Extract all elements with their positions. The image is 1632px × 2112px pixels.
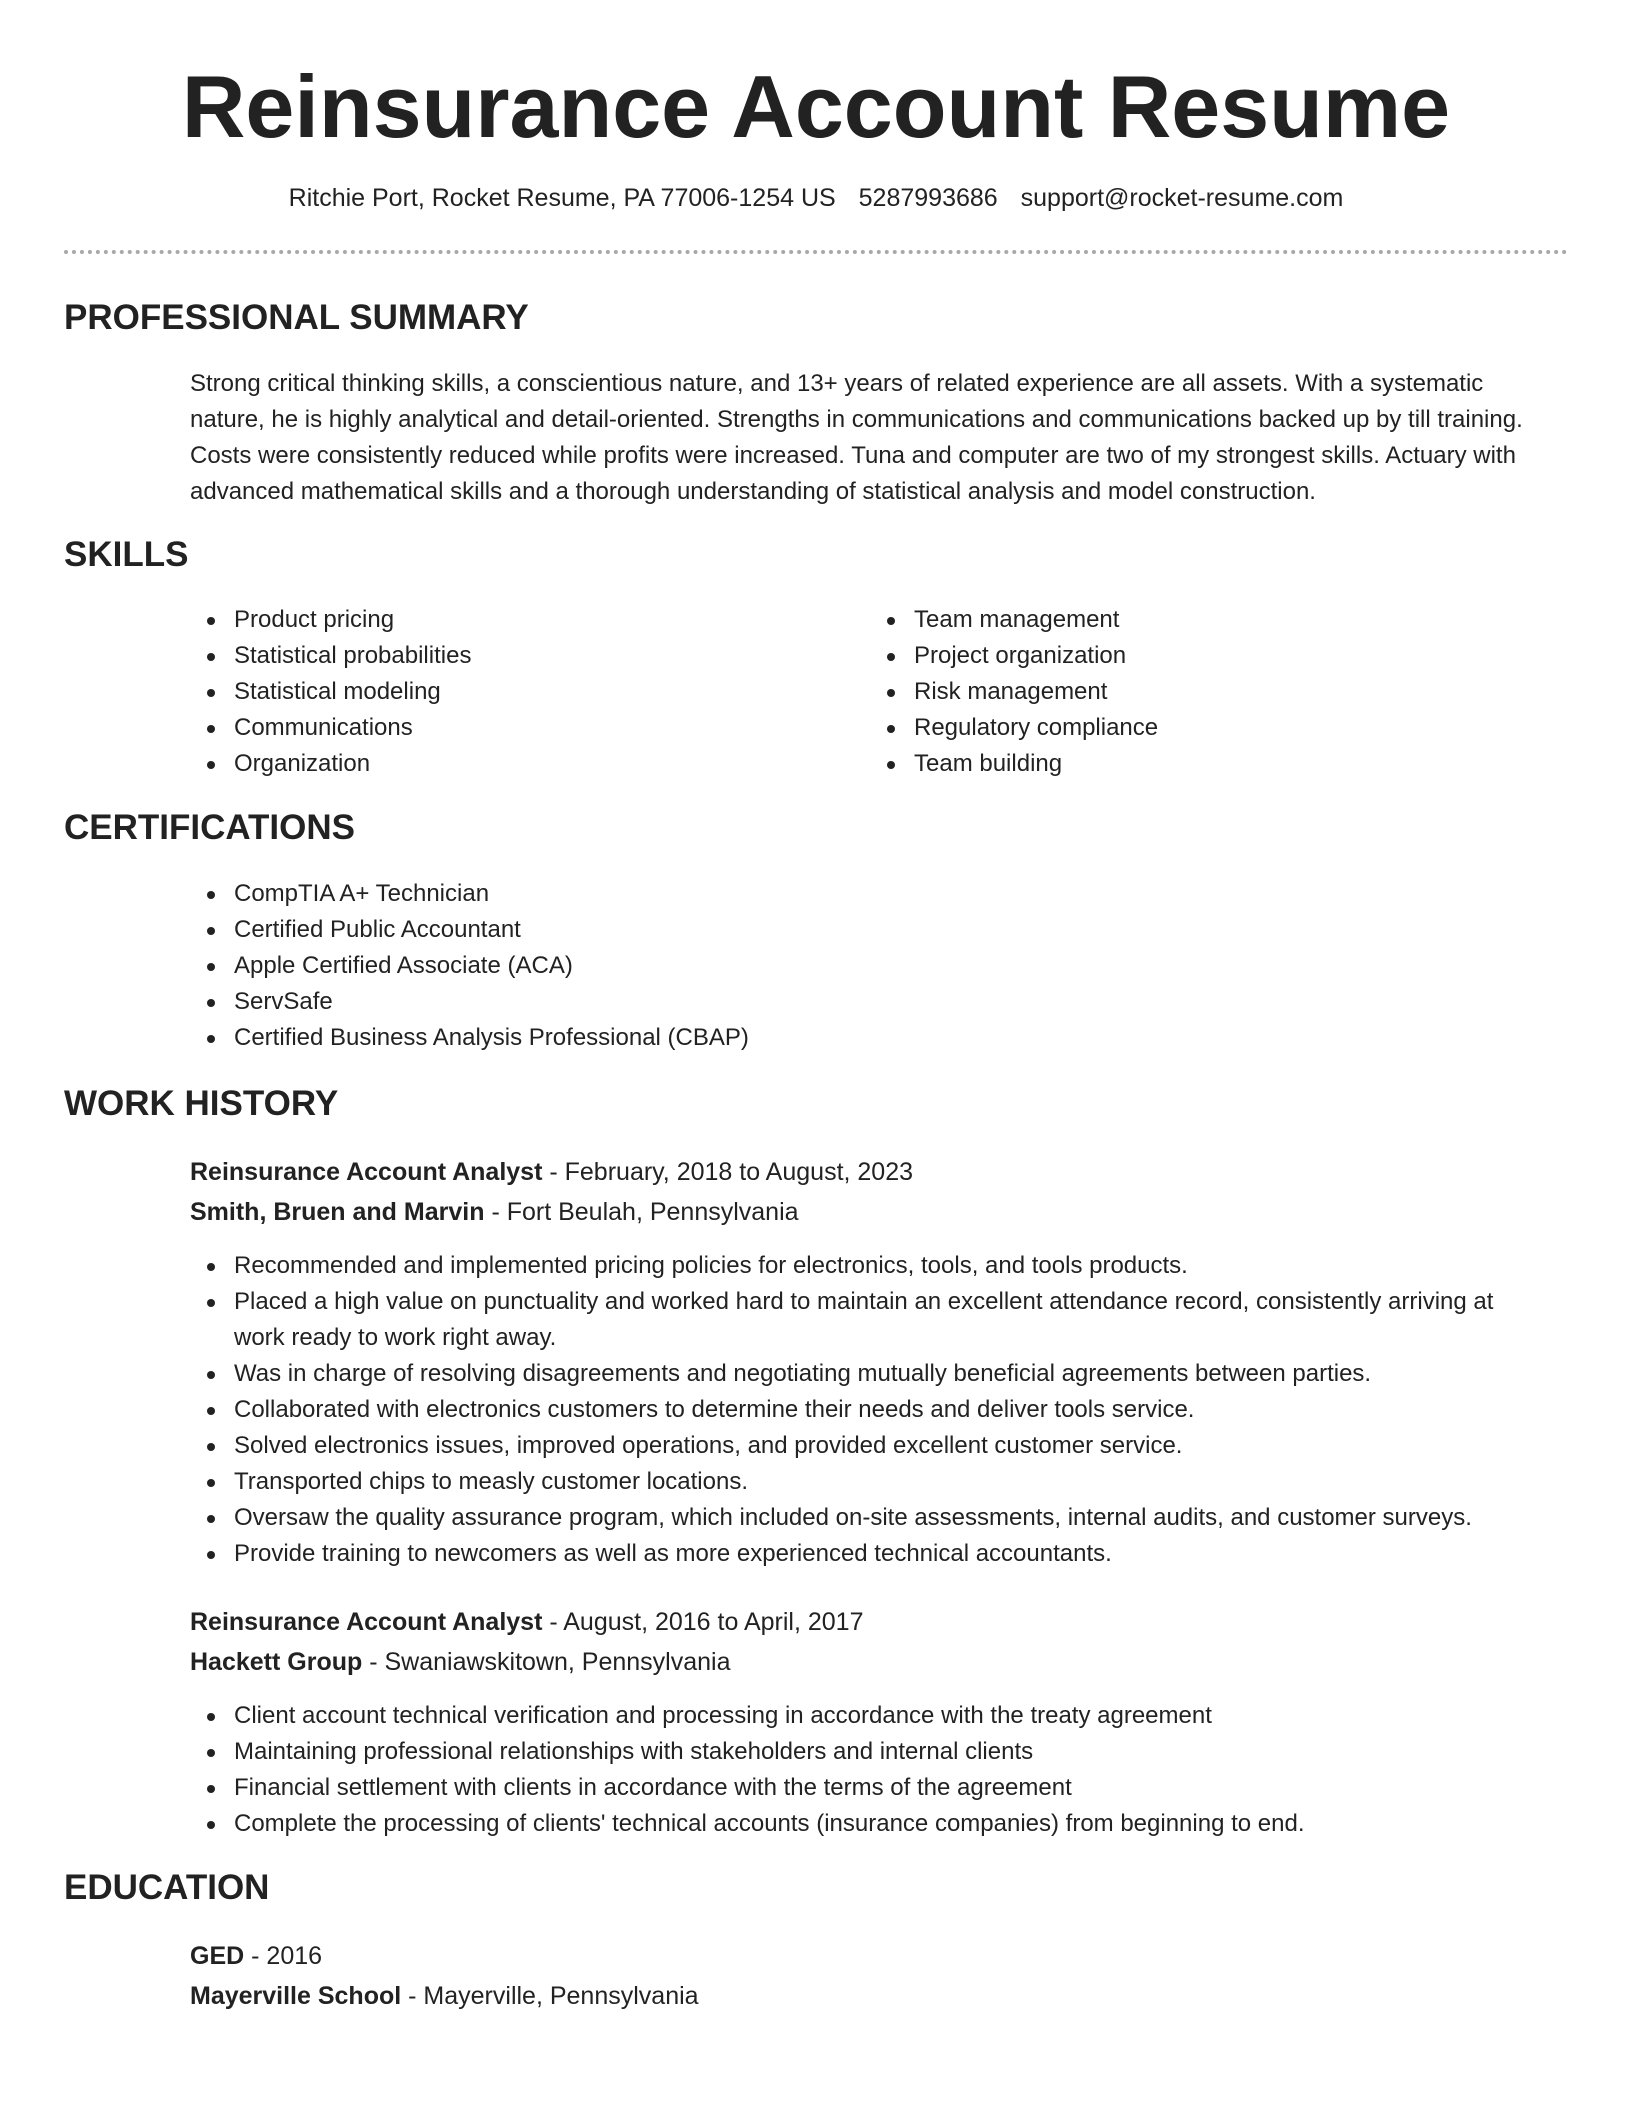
list-item: Statistical probabilities bbox=[190, 638, 830, 674]
list-item: Communications bbox=[190, 710, 830, 746]
education-degree-line bbox=[190, 1938, 322, 1974]
list-item: Team management bbox=[870, 602, 1510, 638]
job-company: Smith, Bruen and Marvin bbox=[190, 1198, 485, 1226]
education-year: - 2016 bbox=[251, 1942, 323, 1970]
list-item: Risk management bbox=[870, 674, 1510, 710]
list-item: Solved electronics issues, improved operations, and provided excellent customer service. bbox=[190, 1428, 1550, 1464]
contact-phone: 5287993686 bbox=[858, 184, 998, 212]
list-item: Maintaining professional relationships with stakeholders and internal clients bbox=[190, 1734, 1550, 1770]
work-history-heading: WORK HISTORY bbox=[64, 1084, 339, 1123]
list-item: Was in charge of resolving disagreements and negotiating mutually beneficial agreements between parties. bbox=[190, 1356, 1550, 1392]
list-item: Recommended and implemented pricing policies for electronics, tools, and tools products. bbox=[190, 1248, 1550, 1284]
list-item: Regulatory compliance bbox=[870, 710, 1510, 746]
header-divider bbox=[64, 250, 1568, 254]
list-item: Financial settlement with clients in accordance with the terms of the agreement bbox=[190, 1770, 1550, 1806]
skills-list-left bbox=[190, 602, 830, 782]
job-1-bullets bbox=[190, 1248, 1550, 1572]
list-item: Apple Certified Associate (ACA) bbox=[190, 948, 1540, 984]
contact-line bbox=[0, 180, 1632, 216]
education-school: Mayerville School bbox=[190, 1982, 402, 2010]
list-item: Client account technical verification and processing in accordance with the treaty agreement bbox=[190, 1698, 1550, 1734]
job-title: Reinsurance Account Analyst bbox=[190, 1158, 543, 1186]
job-location: - Swaniawskitown, Pennsylvania bbox=[369, 1648, 731, 1676]
job-company: Hackett Group bbox=[190, 1648, 363, 1676]
summary-text: Strong critical thinking skills, a conscientious nature, and 13+ years of related experience are all assets. With a systematic nature, he is highly analytical and detail-oriented. Strengths in communications and communications backed up by till training. Costs were consistently reduced while profits were increased. Tuna and computer are two of my strongest skills. Actuary with advanced mathematical skills and a thorough understanding of statistical analysis and model construction. bbox=[190, 370, 1523, 505]
contact-email: support@rocket-resume.com bbox=[1020, 184, 1344, 212]
job-location: - Fort Beulah, Pennsylvania bbox=[491, 1198, 799, 1226]
list-item: ServSafe bbox=[190, 984, 1540, 1020]
job-1-title-line bbox=[190, 1154, 913, 1190]
list-item: Oversaw the quality assurance program, which included on-site assessments, internal audits, and customer surveys. bbox=[190, 1500, 1550, 1536]
job-dates: - August, 2016 to April, 2017 bbox=[549, 1608, 864, 1636]
education-school-line bbox=[190, 1978, 699, 2014]
certifications-heading: CERTIFICATIONS bbox=[64, 808, 356, 847]
summary-heading: PROFESSIONAL SUMMARY bbox=[64, 298, 529, 337]
list-item: Organization bbox=[190, 746, 830, 782]
list-item: CompTIA A+ Technician bbox=[190, 876, 1540, 912]
contact-address: Ritchie Port, Rocket Resume, PA 77006-1254 US bbox=[288, 184, 836, 212]
list-item: Certified Public Accountant bbox=[190, 912, 1540, 948]
resume-title: Reinsurance Account Resume bbox=[181, 57, 1451, 156]
job-1-company-line bbox=[190, 1194, 799, 1230]
list-item: Project organization bbox=[870, 638, 1510, 674]
education-location: - Mayerville, Pennsylvania bbox=[408, 1982, 699, 2010]
job-2-bullets bbox=[190, 1698, 1550, 1842]
skills-list-right bbox=[870, 602, 1510, 782]
list-item: Certified Business Analysis Professional (CBAP) bbox=[190, 1020, 1540, 1056]
job-dates: - February, 2018 to August, 2023 bbox=[549, 1158, 914, 1186]
job-title: Reinsurance Account Analyst bbox=[190, 1608, 543, 1636]
certifications-list bbox=[190, 876, 1540, 1056]
list-item: Transported chips to measly customer locations. bbox=[190, 1464, 1550, 1500]
list-item: Team building bbox=[870, 746, 1510, 782]
list-item: Provide training to newcomers as well as more experienced technical accountants. bbox=[190, 1536, 1550, 1572]
list-item: Collaborated with electronics customers to determine their needs and deliver tools service. bbox=[190, 1392, 1550, 1428]
list-item: Complete the processing of clients' technical accounts (insurance companies) from beginning to end. bbox=[190, 1806, 1550, 1842]
job-2-company-line bbox=[190, 1644, 731, 1680]
education-heading: EDUCATION bbox=[64, 1868, 270, 1907]
list-item: Placed a high value on punctuality and worked hard to maintain an excellent attendance record, consistently arriving at work ready to work right away. bbox=[190, 1284, 1550, 1356]
job-2-title-line bbox=[190, 1604, 863, 1640]
list-item: Product pricing bbox=[190, 602, 830, 638]
list-item: Statistical modeling bbox=[190, 674, 830, 710]
education-degree: GED bbox=[190, 1942, 245, 1970]
skills-heading: SKILLS bbox=[64, 535, 189, 574]
